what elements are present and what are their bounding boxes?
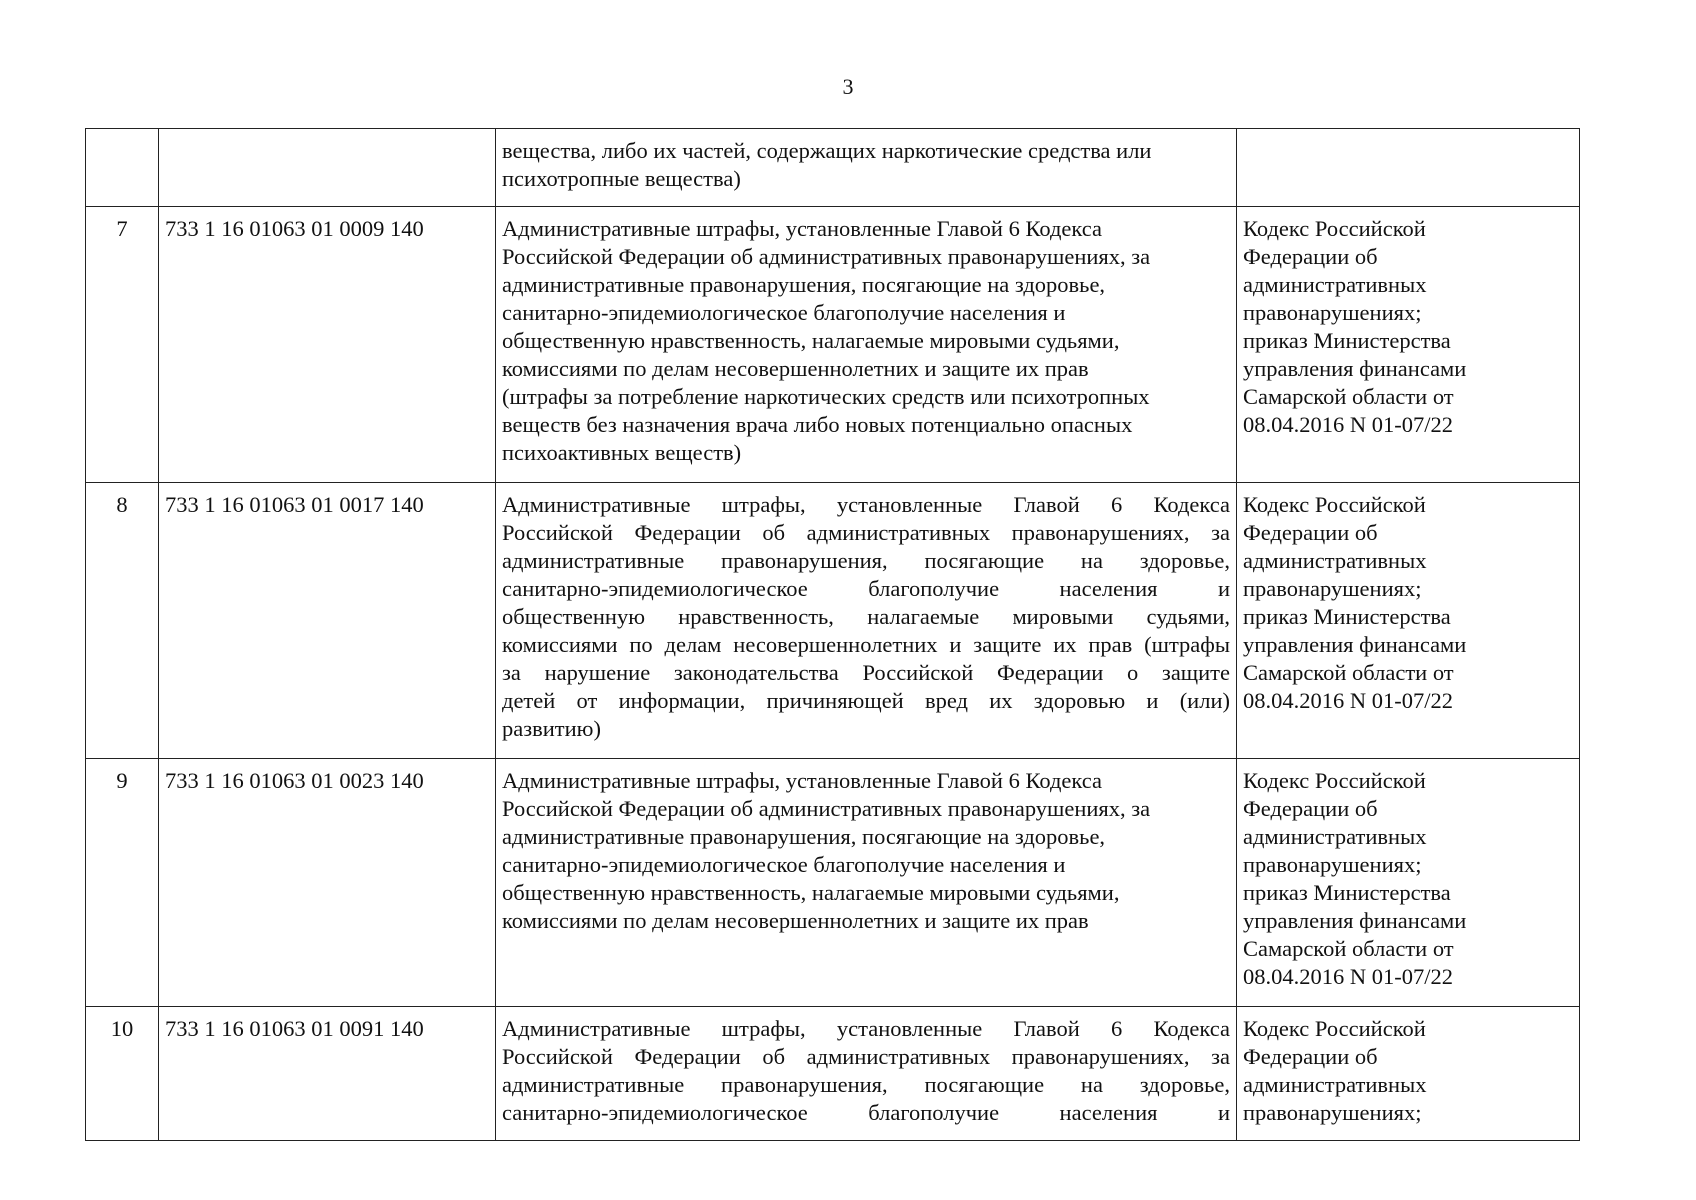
fine-description <box>496 759 1237 1007</box>
basis-line: Кодекс Российской <box>1243 216 1426 241</box>
description-line: психоактивных веществ) <box>502 440 742 465</box>
budget-code: 733 1 16 01063 01 0091 140 <box>159 1007 496 1141</box>
description-line: Административные штрафы, установленные Главой 6 Кодекса <box>502 768 1102 793</box>
basis-line: управления финансами <box>1243 908 1467 933</box>
basis-line: правонарушениях; <box>1243 1100 1422 1125</box>
description-line: комиссиями по делам несовершеннолетних и защите их прав <box>502 356 1089 381</box>
basis-line: 08.04.2016 N 01-07/22 <box>1243 688 1453 713</box>
basis-line: административных <box>1243 272 1427 297</box>
basis-line: Самарской области от <box>1243 660 1454 685</box>
basis-line: правонарушениях; <box>1243 852 1422 877</box>
fines-table <box>85 128 1580 1141</box>
description-line: Административные штрафы, установленные Главой 6 Кодекса <box>502 492 1230 517</box>
table-body <box>86 129 1580 1141</box>
fine-description <box>496 1007 1237 1141</box>
description-line: психотропные вещества) <box>502 166 741 191</box>
basis-line: Федерации об <box>1243 520 1378 545</box>
legal-basis <box>1237 207 1580 483</box>
description-line: комиссиями по делам несовершеннолетних и защите их прав <box>502 908 1089 933</box>
basis-line: Федерации об <box>1243 1044 1378 1069</box>
description-line: (штрафы за потребление наркотических средств или психотропных <box>502 384 1150 409</box>
table-row <box>86 483 1580 759</box>
description-line: Российской Федерации об административных правонарушениях, за <box>502 796 1151 821</box>
basis-line: приказ Министерства <box>1243 328 1451 353</box>
table-row <box>86 759 1580 1007</box>
basis-line: административных <box>1243 1072 1427 1097</box>
description-line: санитарно-эпидемиологическое благополучие населения и <box>502 300 1066 325</box>
table-row <box>86 1007 1580 1141</box>
description-line: санитарно-эпидемиологическое благополучие населения и <box>502 852 1066 877</box>
description-line: административные правонарушения, посягающие на здоровье, <box>502 824 1106 849</box>
description-line: административные правонарушения, посягающие на здоровье, <box>502 548 1230 573</box>
basis-line: административных <box>1243 824 1427 849</box>
basis-line: приказ Министерства <box>1243 604 1451 629</box>
legal-basis <box>1237 129 1580 207</box>
basis-line: правонарушениях; <box>1243 300 1422 325</box>
row-number: 8 <box>86 483 159 759</box>
basis-line: 08.04.2016 N 01-07/22 <box>1243 964 1453 989</box>
basis-line: Самарской области от <box>1243 384 1454 409</box>
basis-line: управления финансами <box>1243 632 1467 657</box>
row-number: 10 <box>86 1007 159 1141</box>
description-line: комиссиями по делам несовершеннолетних и защите их прав (штрафы <box>502 632 1230 657</box>
description-line: общественную нравственность, налагаемые мировыми судьями, <box>502 880 1120 905</box>
fine-description <box>496 483 1237 759</box>
basis-line: приказ Министерства <box>1243 880 1451 905</box>
budget-code: 733 1 16 01063 01 0009 140 <box>159 207 496 483</box>
row-number <box>86 129 159 207</box>
description-line: общественную нравственность, налагаемые мировыми судьями, <box>502 328 1120 353</box>
fine-description <box>496 129 1237 207</box>
basis-line: правонарушениях; <box>1243 576 1422 601</box>
basis-line: Кодекс Российской <box>1243 1016 1426 1041</box>
table-row <box>86 207 1580 483</box>
description-line: административные правонарушения, посягающие на здоровье, <box>502 272 1106 297</box>
legal-basis <box>1237 1007 1580 1141</box>
description-line: веществ без назначения врача либо новых потенциально опасных <box>502 412 1133 437</box>
description-line: Административные штрафы, установленные Главой 6 Кодекса <box>502 1016 1230 1041</box>
basis-line: 08.04.2016 N 01-07/22 <box>1243 412 1453 437</box>
legal-basis <box>1237 759 1580 1007</box>
budget-code: 733 1 16 01063 01 0017 140 <box>159 483 496 759</box>
description-line: санитарно-эпидемиологическое благополучие населения и <box>502 576 1230 601</box>
basis-line: административных <box>1243 548 1427 573</box>
row-number: 7 <box>86 207 159 483</box>
description-line: Российской Федерации об административных правонарушениях, за <box>502 1044 1230 1069</box>
legal-basis <box>1237 483 1580 759</box>
description-line: общественную нравственность, налагаемые мировыми судьями, <box>502 604 1230 629</box>
basis-line: Федерации об <box>1243 796 1378 821</box>
page-number: 3 <box>842 74 854 99</box>
description-line: Российской Федерации об административных правонарушениях, за <box>502 244 1151 269</box>
description-line: Административные штрафы, установленные Главой 6 Кодекса <box>502 216 1102 241</box>
description-line: за нарушение законодательства Российской Федерации о защите <box>502 660 1230 685</box>
row-number: 9 <box>86 759 159 1007</box>
table-row <box>86 129 1580 207</box>
description-line: развитию) <box>502 716 601 741</box>
budget-code: 733 1 16 01063 01 0023 140 <box>159 759 496 1007</box>
fine-description <box>496 207 1237 483</box>
basis-line: Федерации об <box>1243 244 1378 269</box>
description-line: административные правонарушения, посягающие на здоровье, <box>502 1072 1230 1097</box>
description-line: санитарно-эпидемиологическое благополучие населения и <box>502 1100 1230 1125</box>
description-line: детей от информации, причиняющей вред их здоровью и (или) <box>502 688 1230 713</box>
basis-line: Самарской области от <box>1243 936 1454 961</box>
basis-line: Кодекс Российской <box>1243 768 1426 793</box>
budget-code <box>159 129 496 207</box>
description-line: Российской Федерации об административных правонарушениях, за <box>502 520 1230 545</box>
basis-line: Кодекс Российской <box>1243 492 1426 517</box>
basis-line: управления финансами <box>1243 356 1467 381</box>
description-line: вещества, либо их частей, содержащих наркотические средства или <box>502 138 1152 163</box>
